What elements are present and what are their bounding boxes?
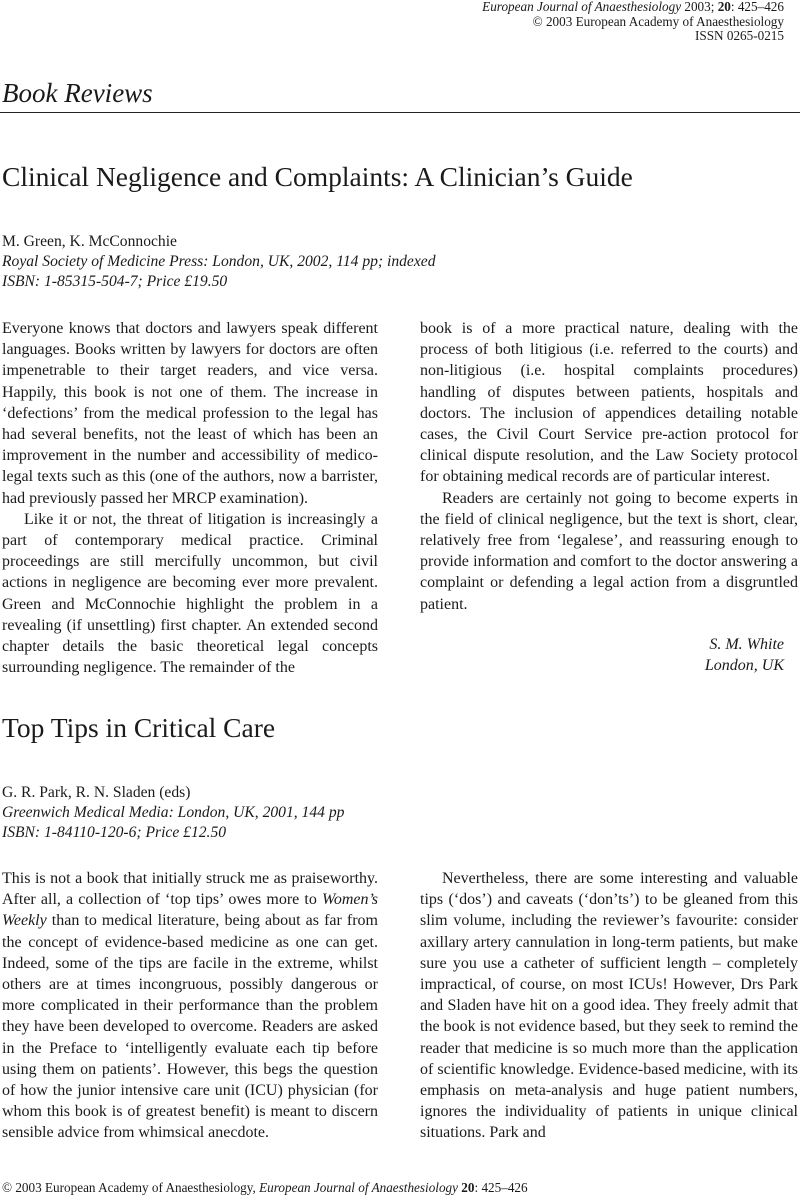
review1-signature bbox=[705, 634, 784, 676]
review1-paragraph: Readers are certainly not going to become experts in the field of clinical negligence, but the text is short, clear, relatively free from ‘legalese’, and reassuring enough to provide information and comfort to the doctor answering a complaint or defending a legal action from a disgruntled patient. bbox=[420, 489, 798, 613]
review2-authors: G. R. Park, R. N. Sladen (eds) bbox=[2, 784, 191, 801]
review1-authors: M. Green, K. McConnochie bbox=[2, 233, 177, 250]
review1-meta bbox=[2, 232, 436, 292]
review1-right-column bbox=[420, 318, 798, 615]
review2-right-column bbox=[420, 868, 798, 1144]
section-rule bbox=[0, 112, 800, 113]
running-header bbox=[482, 0, 784, 44]
journal-citation: European Journal of Anaesthesiology 2003; 20: 425–426 bbox=[482, 0, 784, 14]
page-footer: © 2003 European Academy of Anaesthesiology, European Journal of Anaesthesiology 20: 425–426 bbox=[2, 1180, 528, 1195]
review1-title: Clinical Negligence and Complaints: A Clinician’s Guide bbox=[2, 161, 633, 192]
review1-paragraph: book is of a more practical nature, dealing with the process of both litigious (i.e. referred to the courts) and non-litigious (i.e. hospital complaints procedures) handling of disputes between patients, hospitals and doctors. The inclusion of appendices detailing notable cases, the Civil Court Service pre-action protocol for clinical dispute resolution, and the Law Society protocol for obtaining medical records are of particular interest. bbox=[420, 320, 798, 486]
review2-meta bbox=[2, 783, 344, 843]
reviewer-name: S. M. White bbox=[709, 636, 784, 653]
review1-publisher: Royal Society of Medicine Press: London, UK, 2002, 114 pp; indexed bbox=[2, 253, 436, 270]
review2-left-column bbox=[2, 868, 378, 1144]
review1-left-column bbox=[2, 318, 378, 678]
reviewer-location: London, UK bbox=[704, 657, 784, 674]
review1-isbn: ISBN: 1-85315-504-7; Price £19.50 bbox=[2, 273, 228, 290]
header-copyright: © 2003 European Academy of Anaesthesiology bbox=[532, 13, 784, 29]
section-title: Book Reviews bbox=[2, 78, 153, 108]
review1-paragraph: Everyone knows that doctors and lawyers speak different languages. Books written by lawyers for doctors are often impenetrable to their target readers, and vice versa. Happily, this book is not one of them. The increase in ‘defections’ from the medical profession to the legal has had several benefits, not the least of which has been an improvement in the number and accessibility of medico-legal texts such as this (one of the authors, now a barrister, had previously passed her MRCP examination). bbox=[2, 320, 378, 507]
review1-paragraph: Like it or not, the threat of litigation is increasingly a part of contemporary medical practice. Criminal proceedings are still mercifully uncommon, but civil actions in negligence are becoming ever more prevalent. Green and McConnochie highlight the problem in a revealing (if unsettling) first chapter. An extended second chapter details the basic theoretical legal concepts surrounding negligence. The remainder of the bbox=[2, 510, 378, 677]
review2-title: Top Tips in Critical Care bbox=[2, 712, 276, 743]
review2-paragraph: This is not a book that initially struck me as praiseworthy. After all, a collection of ‘top tips’ owes more to Women’s Weekly than to medical literature, being about as far from the concept of evidence-based medicine as one can get. Indeed, some of the tips are facile in the extreme, whilst others are at times incongruous, possibly dangerous or more complicated in their performance than the problem they have been developed to overcome. Readers are asked in the Preface to ‘intelligently evaluate each tip before using them on patients’. However, this begs the question of how the junior intensive care unit (ICU) physician (for whom this book is of greatest benefit) is meant to discern sensible advice from whimsical anecdote. bbox=[2, 870, 378, 1142]
review2-isbn: ISBN: 1-84110-120-6; Price £12.50 bbox=[2, 824, 227, 841]
header-issn: ISSN 0265-0215 bbox=[694, 28, 784, 43]
review2-paragraph: Nevertheless, there are some interesting and valuable tips (‘dos’) and caveats (‘don’ts’) to be gleaned from this slim volume, including the reviewer’s favourite: consider axillary artery cannulation in long-term patients, but make sure you use a catheter of sufficient length – completely impractical, of course, on most ICUs! However, Drs Park and Sladen have hit on a good idea. They freely admit that the book is not evidence based, but they seek to remind the reader that medicine is so much more than the application of scientific knowledge. Evidence-based medicine, with its emphasis on meta-analysis and huge patient numbers, ignores the individuality of patients in unique clinical situations. Park and bbox=[420, 870, 798, 1142]
review2-publisher: Greenwich Medical Media: London, UK, 2001, 144 pp bbox=[2, 804, 345, 821]
